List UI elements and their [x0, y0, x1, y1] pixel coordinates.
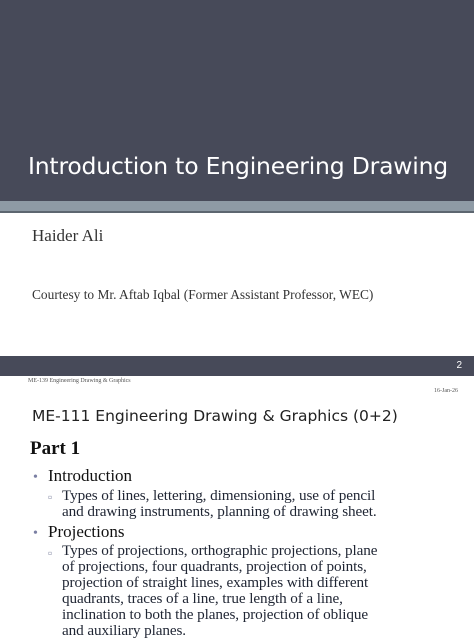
bullet-icon: • [33, 526, 38, 541]
header-divider-line [0, 211, 474, 213]
text-line: Types of lines, lettering, dimensioning, use of pencil [62, 487, 376, 504]
slide-heading: ME-111 Engineering Drawing & Graphics (0+2) [32, 407, 398, 425]
part-heading: Part 1 [30, 438, 81, 459]
footer-course-label: ME-139 Engineering Drawing & Graphics [28, 378, 131, 384]
text-line: quadrants, traces of a line, true length of a line, [62, 590, 343, 607]
header-accent-bar-dark [0, 193, 474, 201]
courtesy-note: Courtesy to Mr. Aftab Iqbal (Former Assistant Professor, WEC) [32, 287, 374, 302]
bullet-icon: • [33, 470, 38, 485]
text-line: projection of straight lines, examples with different [62, 574, 369, 591]
sub-bullet-icon: ▫ [48, 490, 53, 504]
footer-date: 16-Jan-26 [434, 388, 458, 394]
text-line: and auxiliary planes. [62, 622, 186, 639]
sub-item-introduction [62, 488, 377, 520]
text-line: of projections, four quadrants, projection of points, [62, 558, 367, 575]
slide-number: 2 [456, 360, 462, 371]
text-line: Types of projections, orthographic projections, plane [62, 542, 378, 559]
slide-top-bar [0, 356, 474, 376]
text-line: and drawing instruments, planning of drawing sheet. [62, 503, 377, 520]
header-accent-bar-light [0, 201, 474, 211]
author-name: Haider Ali [32, 226, 104, 245]
sub-item-projections [62, 543, 377, 639]
text-line: inclination to both the planes, projection of oblique [62, 606, 368, 623]
slide-title: Introduction to Engineering Drawing [28, 152, 449, 180]
list-item-projections: Projections [48, 522, 125, 541]
slide-2 [0, 356, 474, 639]
sub-bullet-icon: ▫ [48, 546, 53, 560]
list-item-introduction: Introduction [48, 466, 133, 485]
